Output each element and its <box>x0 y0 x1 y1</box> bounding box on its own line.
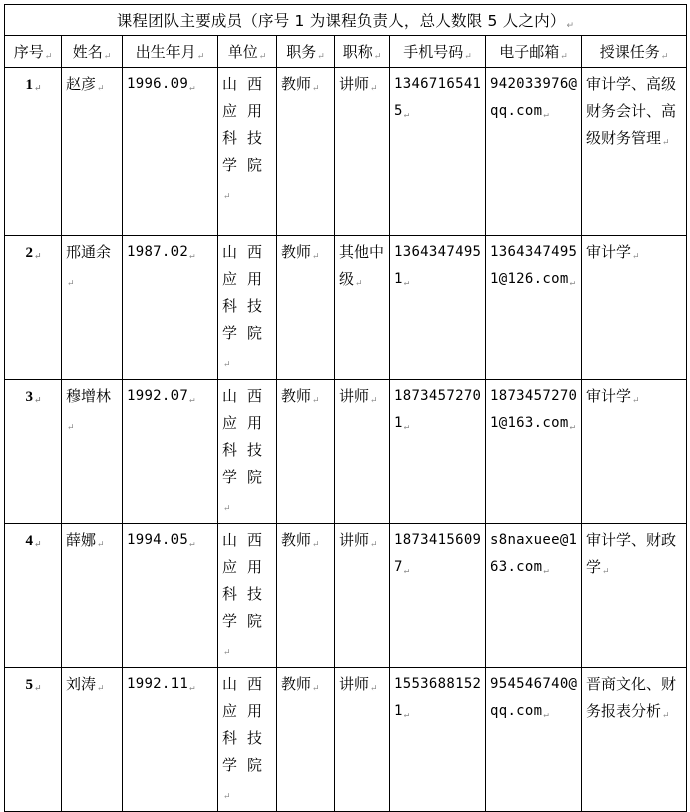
job-duty-cell <box>277 380 335 524</box>
teaching-task: 审计学、高级财务会计、高级财务管理 <box>586 75 677 147</box>
phone-number-cell <box>390 668 486 812</box>
job-title-cell <box>335 68 390 236</box>
work-unit-cell <box>218 524 277 668</box>
paragraph-mark-icon: ↵ <box>317 52 325 62</box>
email-address: 13643474951@126.com <box>490 244 578 287</box>
header-name: 姓名↵ <box>62 36 123 68</box>
team-members-table <box>4 4 687 812</box>
table-row <box>5 236 687 380</box>
member-name: 薛娜 <box>66 531 97 549</box>
paragraph-mark-icon: ↵ <box>403 710 410 720</box>
row-number: 2 <box>25 245 33 261</box>
job-duty-cell <box>277 236 335 380</box>
work-unit: 山西应用科技学院 <box>222 675 273 774</box>
header-course: 授课任务↵ <box>582 36 687 68</box>
paragraph-mark-icon: ↵ <box>543 566 550 576</box>
work-unit: 山西应用科技学院 <box>222 387 273 486</box>
paragraph-mark-icon: ↵ <box>370 684 378 694</box>
paragraph-mark-icon: ↵ <box>97 684 105 694</box>
birth-date: 1996.09 <box>127 76 189 92</box>
paragraph-mark-icon: ↵ <box>560 52 568 62</box>
teaching-task: 晋商文化、财务报表分析 <box>586 675 677 720</box>
paragraph-mark-icon: ↵ <box>97 540 105 550</box>
email-address-cell <box>486 68 582 236</box>
table-title-text: 课程团队主要成员（序号 1 为课程负责人，总人数限 5 人之内） <box>116 12 566 30</box>
header-unit: 单位↵ <box>218 36 277 68</box>
paragraph-mark-icon: ↵ <box>370 540 378 550</box>
birth-date-cell <box>123 236 218 380</box>
table-row <box>5 524 687 668</box>
job-duty: 教师 <box>281 75 312 93</box>
paragraph-mark-icon: ↵ <box>33 683 42 693</box>
email-address: s8naxuee@163.com <box>490 532 578 575</box>
birth-date-cell <box>123 668 218 812</box>
email-address-cell <box>486 668 582 812</box>
phone-number-cell <box>390 380 486 524</box>
teaching-task: 审计学 <box>586 243 632 261</box>
paragraph-mark-icon: ↵ <box>566 21 575 31</box>
work-unit: 山西应用科技学院 <box>222 75 273 174</box>
phone-number-cell <box>390 524 486 668</box>
job-title-cell <box>335 524 390 668</box>
birth-date: 1987.02 <box>127 244 189 260</box>
paragraph-mark-icon: ↵ <box>543 710 550 720</box>
paragraph-mark-icon: ↵ <box>662 138 670 148</box>
header-email: 电子邮箱↵ <box>486 36 582 68</box>
header-birth: 出生年月↵ <box>123 36 218 68</box>
paragraph-mark-icon: ↵ <box>223 360 241 370</box>
job-duty: 教师 <box>281 531 312 549</box>
phone-number-cell <box>390 68 486 236</box>
member-name: 刘涛 <box>66 675 97 693</box>
paragraph-mark-icon: ↵ <box>660 52 669 62</box>
header-duty: 职务↵ <box>277 36 335 68</box>
table-title <box>5 5 687 36</box>
phone-number: 13467165415 <box>394 76 482 119</box>
paragraph-mark-icon: ↵ <box>189 539 195 549</box>
work-unit: 山西应用科技学院 <box>222 531 273 630</box>
row-number-cell <box>5 524 62 668</box>
paragraph-mark-icon: ↵ <box>370 84 378 94</box>
paragraph-mark-icon: ↵ <box>632 396 640 406</box>
paragraph-mark-icon: ↵ <box>312 396 320 406</box>
job-title: 讲师 <box>339 531 370 549</box>
work-unit: 山西应用科技学院 <box>222 243 273 342</box>
member-name: 赵彦 <box>66 75 97 93</box>
job-duty-cell <box>277 668 335 812</box>
paragraph-mark-icon: ↵ <box>569 422 576 432</box>
row-number-cell <box>5 668 62 812</box>
paragraph-mark-icon: ↵ <box>543 110 550 120</box>
paragraph-mark-icon: ↵ <box>33 83 42 93</box>
paragraph-mark-icon: ↵ <box>33 539 42 549</box>
work-unit-cell <box>218 236 277 380</box>
email-address: 18734572701@163.com <box>490 388 578 431</box>
paragraph-mark-icon: ↵ <box>223 192 241 202</box>
paragraph-mark-icon: ↵ <box>403 278 410 288</box>
phone-number: 18734156097 <box>394 532 482 575</box>
job-title: 其他中级 <box>339 243 385 288</box>
member-name-cell <box>62 380 123 524</box>
paragraph-mark-icon: ↵ <box>662 711 670 721</box>
job-title: 讲师 <box>339 387 370 405</box>
paragraph-mark-icon: ↵ <box>403 566 410 576</box>
work-unit-cell <box>218 668 277 812</box>
paragraph-mark-icon: ↵ <box>602 567 610 577</box>
phone-number: 13643474951 <box>394 244 482 287</box>
paragraph-mark-icon: ↵ <box>258 52 267 62</box>
paragraph-mark-icon: ↵ <box>312 252 320 262</box>
birth-date-cell <box>123 68 218 236</box>
email-address: 954546740@qq.com <box>490 676 578 719</box>
job-title-cell <box>335 380 390 524</box>
member-name-cell <box>62 524 123 668</box>
paragraph-mark-icon: ↵ <box>189 251 195 261</box>
job-duty-cell <box>277 524 335 668</box>
paragraph-mark-icon: ↵ <box>312 84 320 94</box>
paragraph-mark-icon: ↵ <box>464 52 472 62</box>
phone-number: 15536881521 <box>394 676 482 719</box>
table-row <box>5 380 687 524</box>
email-address: 942033976@qq.com <box>490 76 578 119</box>
member-name-cell <box>62 236 123 380</box>
teaching-task-cell <box>582 380 687 524</box>
row-number-cell <box>5 68 62 236</box>
teaching-task-cell <box>582 524 687 668</box>
email-address-cell <box>486 524 582 668</box>
job-duty: 教师 <box>281 387 312 405</box>
row-number: 4 <box>25 533 33 549</box>
paragraph-mark-icon: ↵ <box>103 52 112 62</box>
paragraph-mark-icon: ↵ <box>33 395 42 405</box>
paragraph-mark-icon: ↵ <box>189 395 195 405</box>
paragraph-mark-icon: ↵ <box>97 84 105 94</box>
header-no: 序号↵ <box>5 36 62 68</box>
member-name-cell <box>62 668 123 812</box>
email-address-cell <box>486 236 582 380</box>
row-number: 1 <box>25 77 33 93</box>
paragraph-mark-icon: ↵ <box>223 504 241 514</box>
header-title: 职称↵ <box>335 36 390 68</box>
paragraph-mark-icon: ↵ <box>632 252 640 262</box>
member-name-cell <box>62 68 123 236</box>
paragraph-mark-icon: ↵ <box>312 684 320 694</box>
paragraph-mark-icon: ↵ <box>223 792 241 802</box>
paragraph-mark-icon: ↵ <box>370 396 378 406</box>
job-title: 讲师 <box>339 75 370 93</box>
teaching-task-cell <box>582 668 687 812</box>
birth-date-cell <box>123 380 218 524</box>
table-row <box>5 668 687 812</box>
job-title-cell <box>335 236 390 380</box>
job-duty: 教师 <box>281 243 312 261</box>
member-name: 穆增林 <box>66 387 112 405</box>
birth-date-cell <box>123 524 218 668</box>
row-number-cell <box>5 236 62 380</box>
paragraph-mark-icon: ↵ <box>569 278 576 288</box>
table-row <box>5 68 687 236</box>
work-unit-cell <box>218 68 277 236</box>
paragraph-mark-icon: ↵ <box>44 52 53 62</box>
email-address-cell <box>486 380 582 524</box>
paragraph-mark-icon: ↵ <box>196 52 205 62</box>
row-number: 3 <box>25 389 33 405</box>
paragraph-mark-icon: ↵ <box>373 52 382 62</box>
job-title: 讲师 <box>339 675 370 693</box>
work-unit-cell <box>218 380 277 524</box>
paragraph-mark-icon: ↵ <box>223 648 241 658</box>
paragraph-mark-icon: ↵ <box>67 279 75 289</box>
row-number: 5 <box>25 677 33 693</box>
header-row <box>5 36 687 68</box>
paragraph-mark-icon: ↵ <box>189 683 195 693</box>
row-number-cell <box>5 380 62 524</box>
teaching-task-cell <box>582 236 687 380</box>
teaching-task: 审计学、财政学 <box>586 531 677 576</box>
paragraph-mark-icon: ↵ <box>189 83 195 93</box>
header-phone: 手机号码↵ <box>390 36 486 68</box>
paragraph-mark-icon: ↵ <box>403 422 410 432</box>
phone-number-cell <box>390 236 486 380</box>
job-duty-cell <box>277 68 335 236</box>
job-title-cell <box>335 668 390 812</box>
teaching-task: 审计学 <box>586 387 632 405</box>
paragraph-mark-icon: ↵ <box>355 279 363 289</box>
member-name: 邢通余 <box>66 243 112 261</box>
teaching-task-cell <box>582 68 687 236</box>
phone-number: 18734572701 <box>394 388 482 431</box>
birth-date: 1992.07 <box>127 388 189 404</box>
job-duty: 教师 <box>281 675 312 693</box>
birth-date: 1992.11 <box>127 676 189 692</box>
paragraph-mark-icon: ↵ <box>67 423 75 433</box>
paragraph-mark-icon: ↵ <box>312 540 320 550</box>
paragraph-mark-icon: ↵ <box>33 251 42 261</box>
birth-date: 1994.05 <box>127 532 189 548</box>
paragraph-mark-icon: ↵ <box>403 110 410 120</box>
